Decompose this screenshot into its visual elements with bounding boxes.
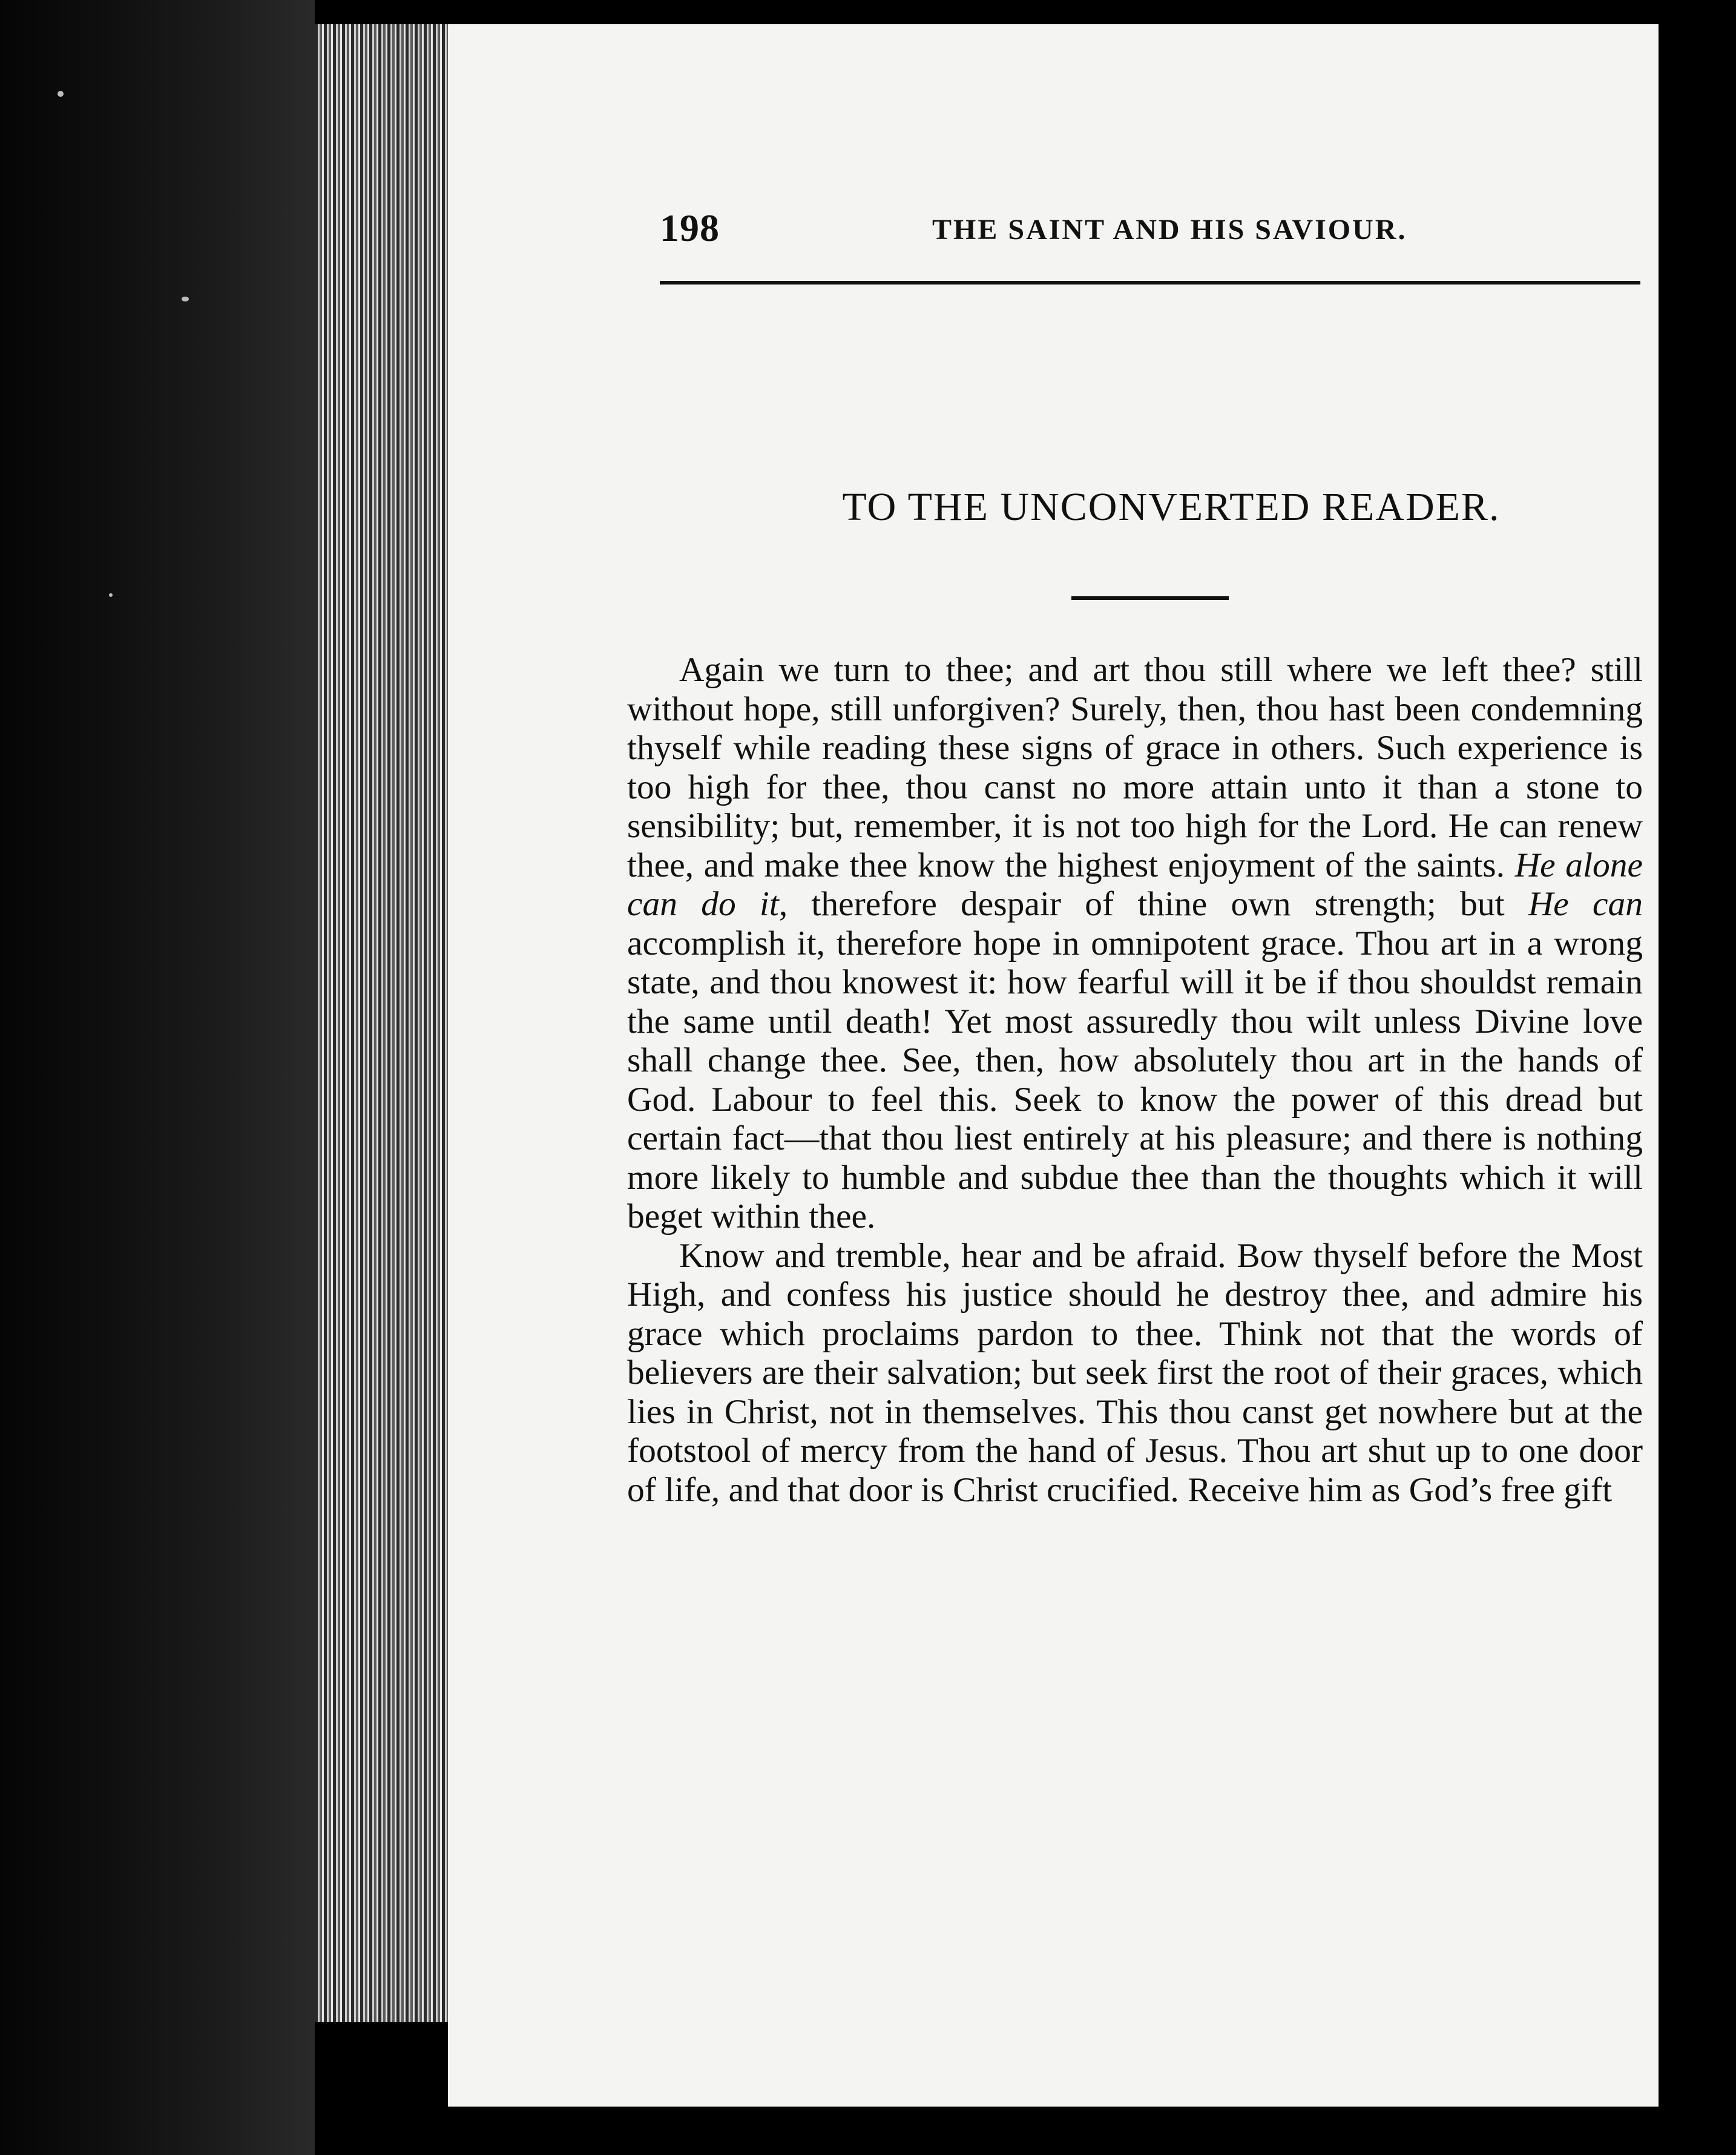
title-rule <box>1071 596 1229 600</box>
book-title: THE SAINT AND HIS SAVIOUR. <box>932 214 1407 246</box>
dust-speck <box>182 297 189 301</box>
body-text <box>627 651 1643 1510</box>
running-head <box>660 206 1568 260</box>
paragraph-2: Know and tremble, hear and be afraid. Bow thyself before the Most High, and confess his justice should he destroy thee, and admire his grace which proclaims pardon to thee. Think not that the words of believers are their salvation; but seek first the root of their graces, which lies in Christ, not in themselves. This thou canst get nowhere but at the footstool of mercy from the hand of Jesus. Thou art shut up to one door of life, and that door is Christ crucified. Receive him as God’s free gift <box>627 1236 1643 1509</box>
page-number: 198 <box>660 206 720 249</box>
text-run: accomplish it, therefore hope in omnipotent grace. Thou art in a wrong state, and thou knowest it: how fearful will it be if thou shouldst remain the same until death! Yet most assuredly thou wilt unless Divine love shall change thee. See, then, how absolutely thou art in the hands of God. Labour to feel this. Seek to know the power of this dread but certain fact—that thou liest entirely at his pleasure; and there is nothing more likely to humble and subdue thee than the thoughts which it will beget within thee. <box>627 924 1643 1235</box>
dust-speck <box>58 91 64 97</box>
right-shadow <box>1659 0 1736 2155</box>
paragraph-1 <box>627 651 1643 1237</box>
chapter-title: TO THE UNCONVERTED READER. <box>842 485 1501 529</box>
italic-emphasis: He can <box>1528 885 1643 923</box>
header-rule <box>660 281 1640 285</box>
dust-speck <box>109 593 113 597</box>
book-page <box>448 24 1659 2107</box>
text-run: , therefore despair of thine own strength; but <box>778 885 1528 923</box>
book-binding <box>0 0 315 2155</box>
text-run: Again we turn to thee; and art thou still where we left thee? still without hope, still unforgiven? Surely, then, thou hast been condemning thyself while reading these signs of grace in others. Such experience is too high for thee, thou canst no more attain unto it than a stone to sensibility; but, remember, it is not too high for the Lord. He can renew thee, and make thee know the highest enjoyment of the saints. <box>627 651 1643 884</box>
italic-emphasis: He alone can do it <box>627 846 1643 923</box>
page-edges <box>315 24 448 2022</box>
